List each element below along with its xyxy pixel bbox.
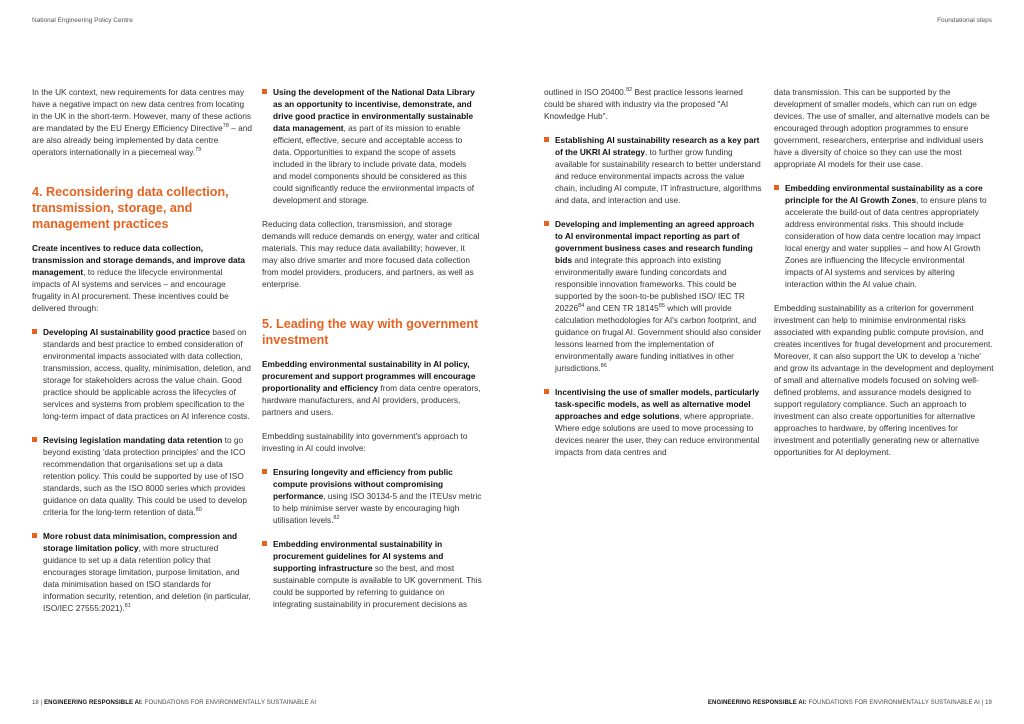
bullet-national-data-library: Using the development of the National Data Library as an opportunity to incentivise, demonstrate, and drive good practice in environmentally sustainable data management, as part of its mission to enable efficient, effective, secure and acceptable access to data. Opportunities to expand the scope of assets included in the library to include private data, models and model components should be considered as this could significantly reduce the environmental impacts of development and storage. xyxy=(262,86,482,206)
lead-paragraph: Create incentives to reduce data collection, transmission and storage demands, and improve data management, to reduce the lifecycle environmental impacts of AI systems and services – and encourage frugality in AI procurement. These incentives could be delivered through: xyxy=(32,243,246,313)
bullet-square-icon xyxy=(774,185,779,190)
bullet-square-icon xyxy=(262,469,267,474)
paragraph-embedding: Embedding sustainability into government's approach to investing in AI could involve: xyxy=(262,431,468,453)
bullet-square-icon xyxy=(32,329,37,334)
continued-paragraph-4: data transmission. This can be supported by the development of smaller models, which can run on edge devices. The use of smaller, and alternative models can be encouraged through adoption programmes to ensure government, researchers, enterprise and individual users have a diversity of choice so they can use the most appropriate AI models for their use case. xyxy=(774,87,990,169)
bullet-data-retention: Revising legislation mandating data retention to go beyond existing 'data protection principles' and the ICO recommendation that organisations set up a data retention policy. This could be supported by use of ISO standards, such as the ISO 8000 series which provides guidance on data quality. This could be used to develop criteria for the long-term retention of data.$^{80}$ xyxy=(32,434,252,518)
column-2 xyxy=(262,86,482,622)
bullet-square-icon xyxy=(544,389,549,394)
bullet-procurement: Embedding environmental sustainability in procurement guidelines for AI systems and supporting infrastructure so the best, and most sustainable compute is available to UK government. This could be supported by referring to guidance on integrating sustainability in procurement decisions as xyxy=(262,538,482,610)
bullet-ukri-strategy: Establishing AI sustainability research as a key part of the UKRI AI strategy, to further grow funding available for sustainability research to better understand and reduce environmental impacts across the value chain, including AI compute, IT infrastructure, algorithms and data, and interaction and use. xyxy=(544,134,764,206)
bullet-square-icon xyxy=(544,137,549,142)
column-4 xyxy=(774,86,994,470)
intro-paragraph: In the UK context, new requirements for data centres may have a negative impact on new data centres from locating in the UK in the short-term. However, many of these actions are mandated by the EU Energy Efficiency Directive$^{78}$ – and are also already being implemented by data centre operators internationally in a piecemeal way.$^{79}$ xyxy=(32,87,252,157)
bullet-square-icon xyxy=(32,533,37,538)
header-right: Foundational steps xyxy=(937,17,992,24)
section-heading-4: 4. Reconsidering data collection, transmission, storage, and management practices xyxy=(32,185,229,231)
footer-right: ENGINEERING RESPONSIBLE AI: FOUNDATIONS FOR ENVIRONMENTALLY SUSTAINABLE AI | 19 xyxy=(707,700,992,706)
continued-paragraph: outlined in ISO 20400.82 Best practice lessons learned could be shared with industry via the proposed "AI Knowledge Hub". xyxy=(544,87,743,121)
bullet-ai-growth-zones: Embedding environmental sustainability as a core principle for the AI Growth Zones, to ensure plans to accelerate the build-out of data centres appropriately address environmental risks. This should include consideration of how data centre location may impact local energy and water supplies – and how AI Growth Zones are influencing the lifecycle environmental impacts of AI systems and services by altering interaction within the AI value chain. xyxy=(774,182,994,290)
bullet-smaller-models: Incentivising the use of smaller models, particularly task-specific models, as well as alternative model approaches and edge solutions, where appropriate. Where edge solutions are used to move processing to devices nearer the user, they can reduce environmental impacts from data centres and xyxy=(544,386,764,458)
paragraph-reducing-data: Reducing data collection, transmission, and storage demands will reduce demands on energy, water and critical materials. This may reduce data availability; however, it may also drive smarter and more focused data collection from model providers, producers, and partners, as well as enterprise. xyxy=(262,219,480,289)
column-3 xyxy=(544,86,764,470)
header-left: National Engineering Policy Centre xyxy=(32,17,133,24)
footer-left: 18 | ENGINEERING RESPONSIBLE AI: FOUNDATIONS FOR ENVIRONMENTALLY SUSTAINABLE AI xyxy=(32,700,317,706)
bullet-square-icon xyxy=(262,89,267,94)
paragraph-investment-criterion: Embedding sustainability as a criterion for government investment can help to minimise environmental risks associated with expanding public compute provision, and creates incentives for frugal development and procurement. Moreover, it can also support the UK to develop a 'niche' and grow its advantage in the development and deployment of small and alternative models focused on solving well-defined problems, and assurance models designed to support regulatory compliance. Such an approach to investment can also create opportunities for alternative approaches to hardware, by offering incentives for investment and potentially generating new or alternative opportunities for AI deployment. xyxy=(774,303,994,457)
lead-paragraph-5: Embedding environmental sustainability in AI policy, procurement and support programmes will encourage proportionality and efficiency from data centre operators, hardware manufacturers, and AI providers, producers, partners and users. xyxy=(262,359,481,417)
bullet-data-minimisation: More robust data minimisation, compression and storage limitation policy, with more structured guidance to set up a data retention policy that encourages storage limitation, purpose limitation, and data minimisation based on ISO standards for information security, retention, and deletion (in particular, ISO/IEC 27555:2021).$^{81}$ xyxy=(32,530,252,614)
column-1 xyxy=(32,86,252,626)
bullet-square-icon xyxy=(262,541,267,546)
bullet-public-compute: Ensuring longevity and efficiency from public compute provisions without compromising performance, using ISO 30134-5 and the ITEUsv metric to help minimise server waste by encouraging high utilisation levels.$^{82}$ xyxy=(262,466,482,526)
bullet-square-icon xyxy=(32,437,37,442)
bullet-impact-reporting: Developing and implementing an agreed approach to AI environmental impact reporting as part of government business cases and research funding bids and integrate this approach into existing environmentally aware funding concordats and responsible innovation frameworks. This could be supported by the soon-to-be published ISO/ IEC TR 20226$^{84}$ and CEN TR 18145$^{85}$ which will provide calculation methodologies for AI's carbon footprint, and guidance on frugal AI. Government should also consider lessons learned from the implementation of environmentally aware funding initiatives in other jurisdictions.$^{86}$ xyxy=(544,218,764,374)
bullet-square-icon xyxy=(544,221,549,226)
bullet-good-practice: Developing AI sustainability good practice based on standards and best practice to embed consideration of environmental impacts associated with data collection, transmission, access, quality, minimisation, deletion, and storage for stakeholders across the value chain. Good practice should be applicable across the lifecycles of services and systems from problem specification to the long-term impact of data practices on AI inference costs. xyxy=(32,326,252,422)
section-heading-5: 5. Leading the way with government investment xyxy=(262,317,479,347)
